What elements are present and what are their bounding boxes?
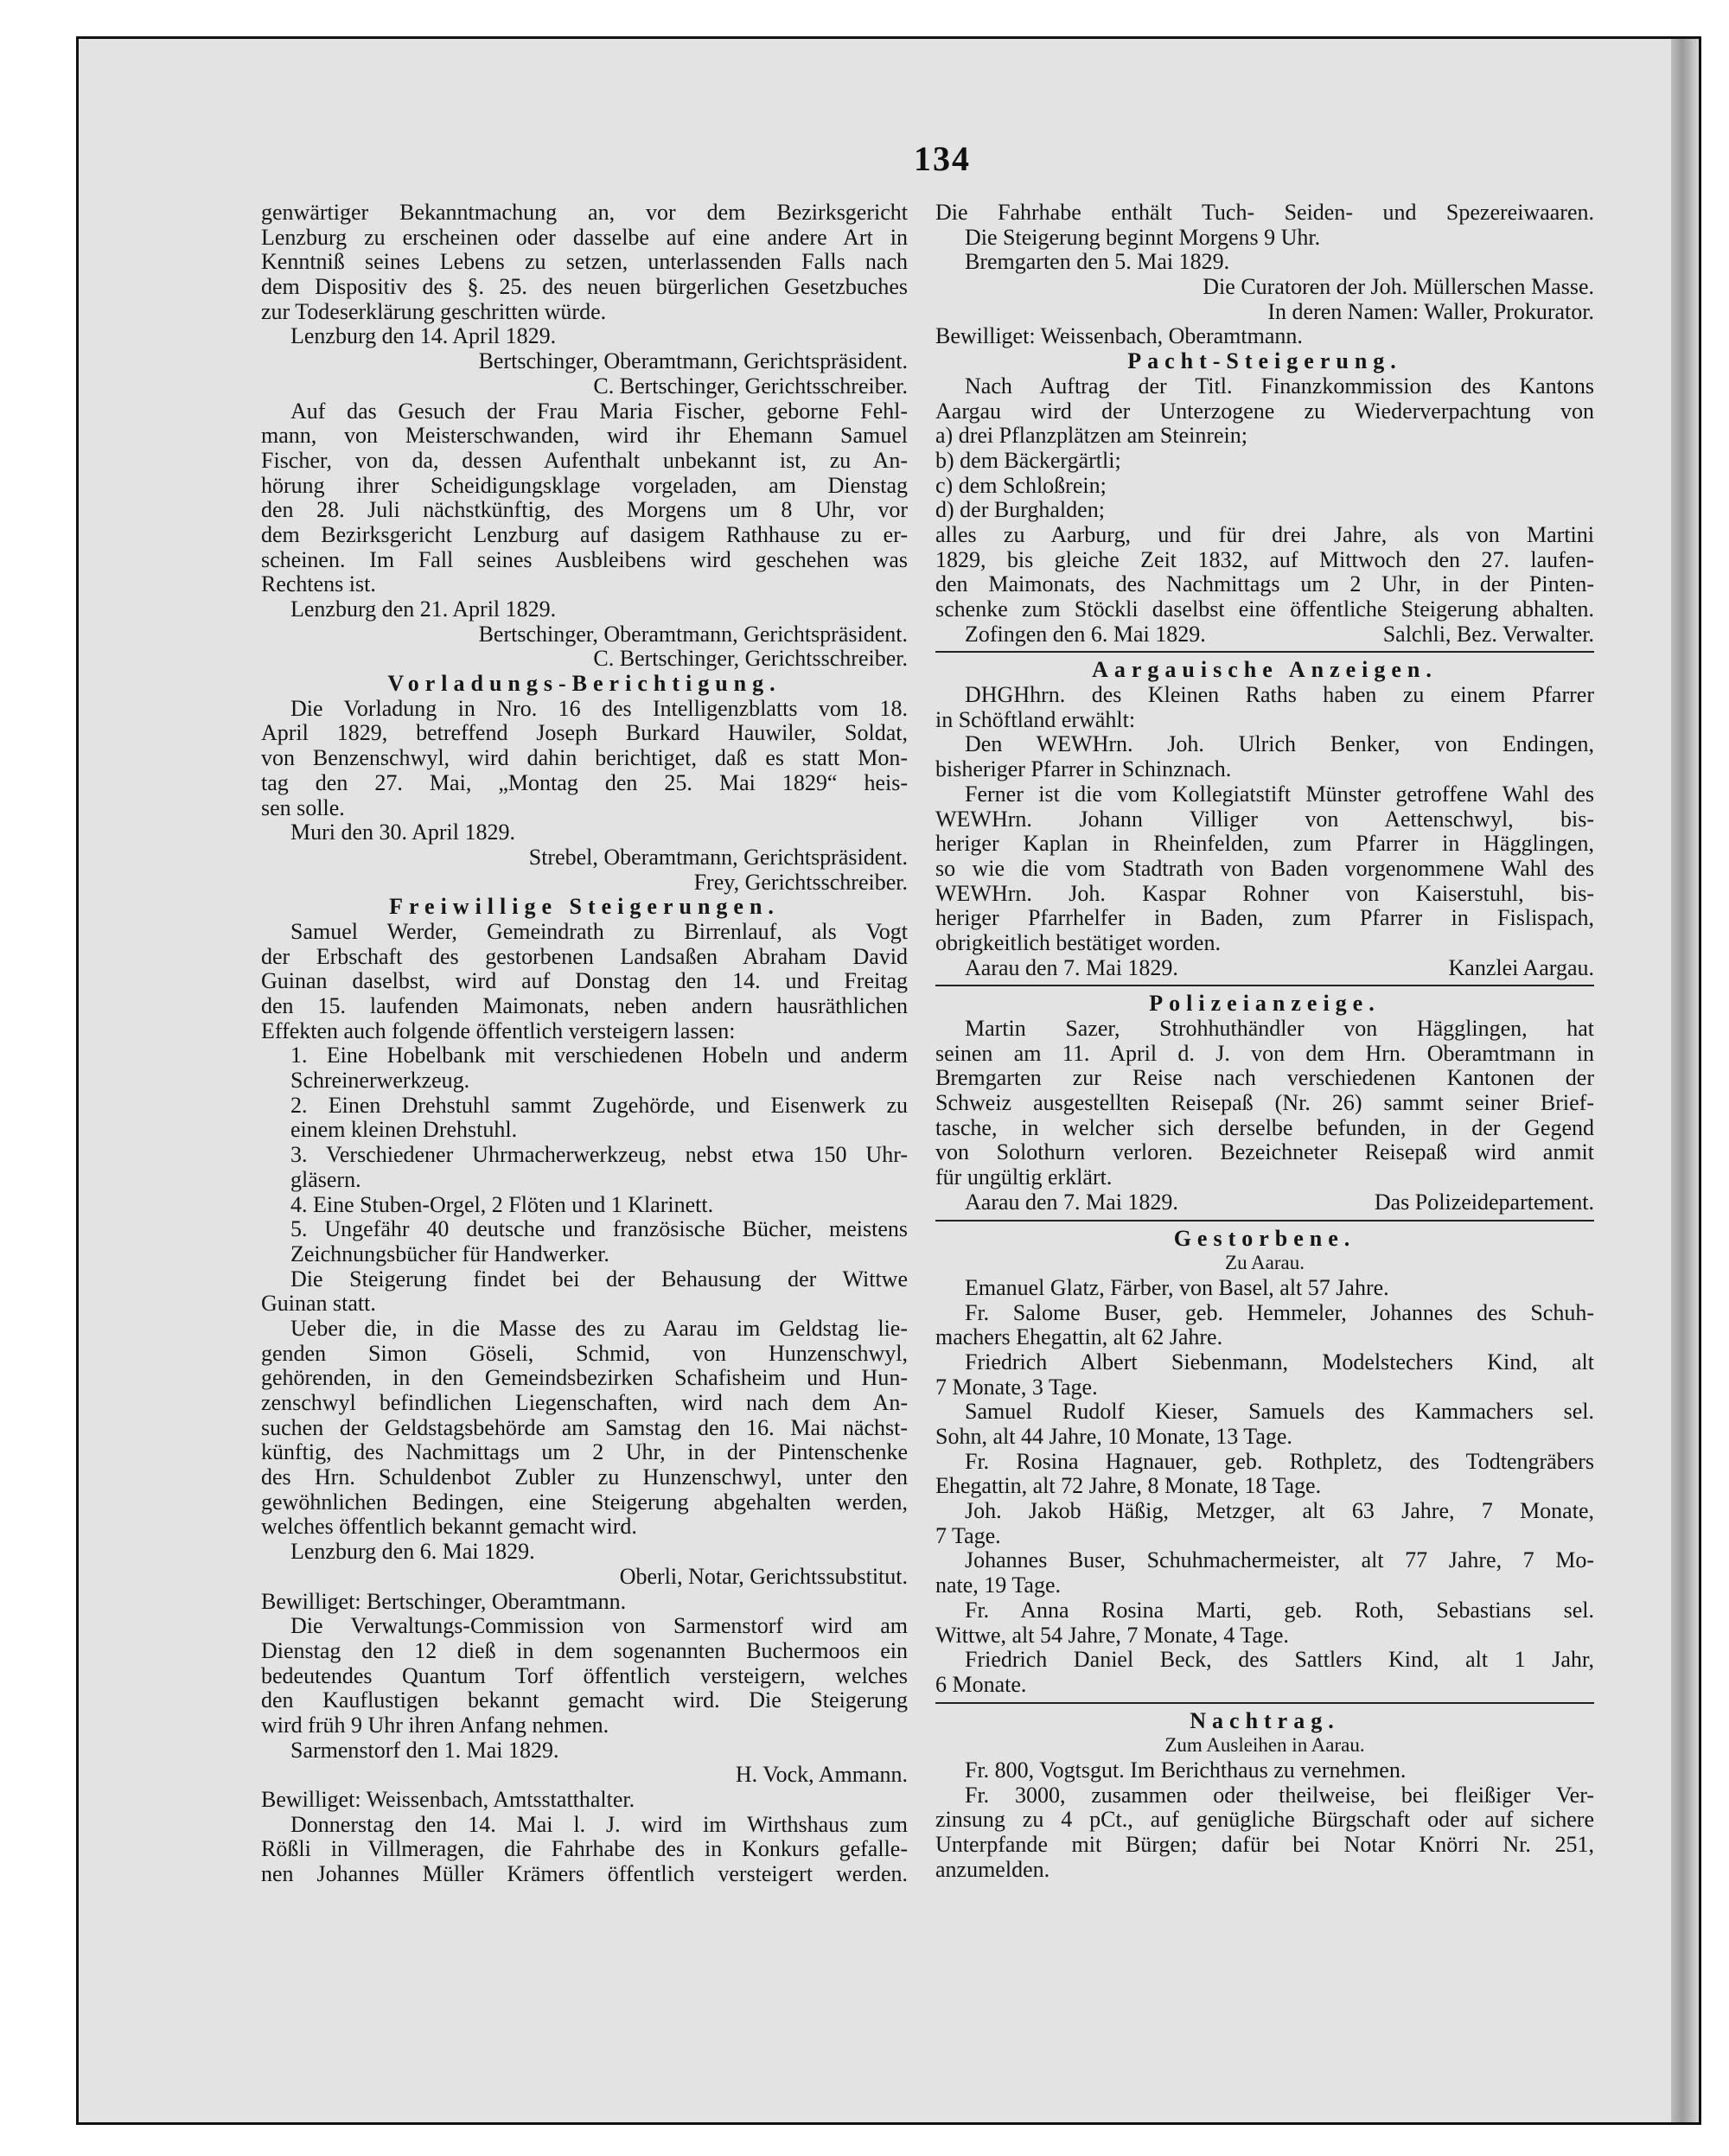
signature-line: Strebel, Oberamtmann, Gerichtspräsident. bbox=[528, 844, 908, 870]
text-line: Fr. 3000, zusammen oder theilweise, bei fleißiger Ver- bbox=[965, 1783, 1594, 1808]
text-line: Aargau wird der Unterzogene zu Wiederverpachtung von bbox=[935, 399, 1594, 424]
signature-line: H. Vock, Ammann. bbox=[735, 1762, 908, 1788]
section-subheading: Zu Aarau. bbox=[1225, 1252, 1305, 1274]
text-line: Die Verwaltungs-Commission von Sarmenstorf wird am bbox=[290, 1614, 908, 1639]
text-line: Zeichnungsbücher für Handwerker. bbox=[290, 1241, 609, 1266]
text-line: obrigkeitlich bestätiget worden. bbox=[935, 929, 1221, 955]
text-line: Joh. Jakob Häßig, Metzger, alt 63 Jahre, 7 Monate, bbox=[965, 1499, 1594, 1524]
section-subheading: Zum Ausleihen in Aarau. bbox=[1164, 1734, 1365, 1757]
text-line: Donnerstag den 14. Mai l. J. wird im Wirthshaus zum bbox=[290, 1812, 908, 1837]
text-line: den 15. laufenden Maimonats, neben andern hausräthlichen bbox=[261, 994, 908, 1018]
text-line: Bremgarten den 5. Mai 1829. bbox=[965, 249, 1230, 275]
text-line: Ferner ist die vom Kollegiatstift Münster getroffene Wahl des bbox=[965, 781, 1594, 807]
section-divider bbox=[935, 1702, 1594, 1704]
text-line: Emanuel Glatz, Färber, von Basel, alt 57 Jahre. bbox=[965, 1274, 1389, 1300]
text-line: dem Dispositiv des §. 25. des neuen bürgerlichen Gesetzbuches bbox=[261, 275, 908, 300]
text-line: für ungültig erklärt. bbox=[935, 1164, 1113, 1190]
section-divider bbox=[935, 1220, 1594, 1222]
text-line: c) dem Schloßrein; bbox=[935, 472, 1107, 498]
text-line: Johannes Buser, Schuhmachermeister, alt 77 Jahre, 7 Mo- bbox=[965, 1548, 1594, 1573]
text-line: Fr. 800, Vogtsgut. Im Berichthaus zu vernehmen. bbox=[965, 1757, 1407, 1783]
text-line: in Schöftland erwählt: bbox=[935, 706, 1136, 732]
section-heading: Pacht-Steigerung. bbox=[1127, 348, 1402, 374]
text-line: nen Johannes Müller Krämers öffentlich versteigert werden. bbox=[261, 1862, 908, 1887]
signature-line: Die Curatoren der Joh. Müllerschen Masse. bbox=[1203, 274, 1594, 300]
section-heading: Gestorbene. bbox=[1173, 1225, 1356, 1251]
text-line: gewöhnlichen Bedingen, eine Steigerung abgehalten werden, bbox=[261, 1489, 908, 1515]
text-line: Martin Sazer, Strohhuthändler von Hägglingen, hat bbox=[965, 1017, 1594, 1041]
text-line: Ueber die, in die Masse des zu Aarau im Geldstag lie- bbox=[290, 1316, 908, 1341]
text-line: 7 Tage. bbox=[935, 1522, 1001, 1548]
section-heading: Aargauische Anzeigen. bbox=[1092, 657, 1438, 683]
text-line: suchen der Geldstagsbehörde am Samstag den 16. Mai nächst- bbox=[261, 1415, 908, 1440]
section-heading: Vorladungs-Berichtigung. bbox=[387, 671, 782, 697]
section-heading: Nachtrag. bbox=[1190, 1707, 1340, 1733]
section-heading: Polizeianzeige. bbox=[1149, 991, 1381, 1017]
text-line: genwärtiger Bekanntmachung an, vor dem Bezirksgericht bbox=[261, 201, 908, 225]
date-signature-line bbox=[935, 622, 1594, 647]
section-heading: Freiwillige Steigerungen. bbox=[389, 894, 780, 920]
text-line: Nach Auftrag der Titl. Finanzkommission des Kantons bbox=[965, 373, 1594, 399]
text-line: Lenzburg zu erscheinen oder dasselbe auf eine andere Art in bbox=[261, 225, 908, 250]
text-line: heriger Pfarrhelfer in Baden, zum Pfarrer in Fislispach, bbox=[935, 906, 1594, 931]
text-line: Lenzburg den 21. April 1829. bbox=[290, 596, 557, 622]
signature-line: Oberli, Notar, Gerichtssubstitut. bbox=[619, 1563, 908, 1589]
text-line: Samuel Rudolf Kieser, Samuels des Kammachers sel. bbox=[965, 1400, 1594, 1425]
text-line: d) der Burghalden; bbox=[935, 497, 1105, 523]
text-line: mann, von Meisterschwanden, wird ihr Ehemann Samuel bbox=[261, 424, 908, 449]
text-line: Samuel Werder, Gemeindrath zu Birrenlauf, als Vogt bbox=[290, 919, 908, 944]
text-line: Guinan daselbst, wird auf Donstag den 14. und Freitag bbox=[261, 969, 908, 994]
text-line: b) dem Bäckergärtli; bbox=[935, 447, 1121, 473]
date-signature-line bbox=[935, 1190, 1594, 1215]
text-line: Den WEWHrn. Joh. Ulrich Benker, von Endingen, bbox=[965, 732, 1594, 757]
text-line: April 1829, betreffend Joseph Burkard Hauwiler, Soldat, bbox=[261, 721, 908, 746]
text-line: Rechtens ist. bbox=[261, 571, 376, 597]
page-number: 134 bbox=[914, 139, 971, 178]
text-line: Fischer, von da, dessen Aufenthalt unbekannt ist, zu An- bbox=[261, 448, 908, 473]
text-line: tag den 27. Mai, „Montag den 25. Mai 1829“ heis- bbox=[261, 770, 908, 795]
text-line: Lenzburg den 14. April 1829. bbox=[290, 323, 557, 349]
text-line: Friedrich Albert Siebenmann, Modelstechers Kind, alt bbox=[965, 1349, 1594, 1375]
text-line: scheinen. Im Fall seines Ausbleibens wird geschehen was bbox=[261, 547, 908, 572]
text-line: den Kauflustigen bekannt gemacht wird. Die Steigerung bbox=[261, 1688, 908, 1713]
text-line: zinsung zu 4 pCt., auf genügliche Bürgschaft oder auf sichere bbox=[935, 1808, 1594, 1833]
text-line: anzumelden. bbox=[935, 1856, 1050, 1882]
text-line: 3. Verschiedener Uhrmacherwerkzeug, nebst etwa 150 Uhr- bbox=[290, 1143, 908, 1168]
text-line: Bewilliget: Bertschinger, Oberamtmann. bbox=[261, 1588, 627, 1614]
text-line: von Benzenschwyl, wird dahin berichtiget, daß es statt Mon- bbox=[261, 746, 908, 771]
text-line: 4. Eine Stuben-Orgel, 2 Flöten und 1 Klarinett. bbox=[290, 1191, 714, 1217]
text-line: Die Steigerung findet bei der Behausung der Wittwe bbox=[290, 1266, 908, 1292]
text-line: Sohn, alt 44 Jahre, 10 Monate, 13 Tage. bbox=[935, 1424, 1292, 1449]
text-line: 6 Monate. bbox=[935, 1671, 1027, 1697]
text-line: von Solothurn verloren. Bezeichneter Reisepaß wird anmit bbox=[935, 1140, 1594, 1165]
text-line: sen solle. bbox=[261, 794, 345, 820]
text-line: Rößli in Villmeragen, die Fahrhabe des in Konkurs gefalle- bbox=[261, 1837, 908, 1862]
text-line: 1829, bis gleiche Zeit 1832, auf Mittwoch den 27. laufen- bbox=[935, 547, 1594, 572]
text-line: Fr. Rosina Hagnauer, geb. Rothpletz, des Todtengräbers bbox=[965, 1449, 1594, 1474]
text-line: Die Fahrhabe enthält Tuch- Seiden- und Spezereiwaaren. bbox=[935, 201, 1594, 225]
section-divider bbox=[935, 651, 1594, 653]
text-line: seinen am 11. April d. J. von dem Hrn. Oberamtmann in bbox=[935, 1041, 1594, 1066]
text-line: genden Simon Göseli, Schmid, von Hunzenschwyl, bbox=[261, 1341, 908, 1366]
text-line: der Erbschaft des gestorbenen Landsaßen Abraham David bbox=[261, 944, 908, 969]
text-line: Kenntniß seines Lebens zu setzen, unterlassenden Falls nach bbox=[261, 250, 908, 275]
text-line: Lenzburg den 6. Mai 1829. bbox=[290, 1539, 535, 1565]
text-line: wird früh 9 Uhr ihren Anfang nehmen. bbox=[261, 1712, 609, 1738]
text-line: Guinan statt. bbox=[261, 1291, 376, 1317]
text-line: Friedrich Daniel Beck, des Sattlers Kind, alt 1 Jahr, bbox=[965, 1648, 1594, 1673]
text-line: schenke zum Stöckli daselbst eine öffentliche Steigerung abhalten. bbox=[935, 597, 1594, 622]
signature-line: In deren Namen: Waller, Prokurator. bbox=[1267, 298, 1594, 324]
text-line: künftig, des Nachmittags um 2 Uhr, in der Pintenschenke bbox=[261, 1440, 908, 1465]
date-signature-line bbox=[935, 956, 1594, 981]
text-line: Sarmenstorf den 1. Mai 1829. bbox=[290, 1737, 559, 1763]
text-line: WEWHrn. Johann Villiger von Aettenschwyl, bis- bbox=[935, 807, 1594, 832]
dateline: Zofingen den 6. Mai 1829. bbox=[965, 621, 1206, 647]
text-line: Fr. Salome Buser, geb. Hemmeler, Johannes des Schuh- bbox=[965, 1300, 1594, 1325]
text-line: hörung ihrer Scheidigungsklage vorgeladen, am Dienstag bbox=[261, 473, 908, 498]
text-line: des Hrn. Schuldenbot Zubler zu Hunzenschwyl, unter den bbox=[261, 1465, 908, 1490]
text-line: zenschwyl befindlichen Liegenschaften, wird nach dem An- bbox=[261, 1391, 908, 1415]
signature-line: Bertschinger, Oberamtmann, Gerichtspräsident. bbox=[478, 621, 908, 647]
text-line: nate, 19 Tage. bbox=[935, 1572, 1061, 1598]
signature-line: Frey, Gerichtsschreiber. bbox=[693, 869, 908, 895]
text-line: Unterpfande mit Bürgen; dafür bei Notar Knörri Nr. 251, bbox=[935, 1833, 1594, 1857]
text-line: 1. Eine Hobelbank mit verschiedenen Hobeln und anderm bbox=[290, 1043, 908, 1068]
signature-line: C. Bertschinger, Gerichtsschreiber. bbox=[593, 373, 908, 399]
text-line: welches öffentlich bekannt gemacht wird. bbox=[261, 1514, 637, 1540]
text-line: Wittwe, alt 54 Jahre, 7 Monate, 4 Tage. bbox=[935, 1622, 1289, 1648]
text-line: heriger Kaplan in Rheinfelden, zum Pfarrer in Hägglingen, bbox=[935, 832, 1594, 857]
text-line: so wie die vom Stadtrath von Baden vorgenommene Wahl des bbox=[935, 856, 1594, 881]
signature: Kanzlei Aargau. bbox=[1448, 954, 1594, 980]
text-line: gläsern. bbox=[290, 1166, 361, 1192]
text-line: einem kleinen Drehstuhl. bbox=[290, 1117, 518, 1143]
text-line: den Maimonats, des Nachmittags um 2 Uhr, in der Pinten- bbox=[935, 572, 1594, 597]
right-column bbox=[935, 201, 1594, 1882]
left-column bbox=[261, 201, 908, 1887]
text-line: 5. Ungefähr 40 deutsche und französische Bücher, meistens bbox=[290, 1217, 908, 1242]
text-line: dem Bezirksgericht Lenzburg auf dasigem Rathhause zu er- bbox=[261, 522, 908, 547]
text-line: Die Vorladung in Nro. 16 des Intelligenzblatts vom 18. bbox=[290, 696, 908, 721]
text-line: machers Ehegattin, alt 62 Jahre. bbox=[935, 1324, 1223, 1350]
signature: Das Polizeidepartement. bbox=[1374, 1189, 1594, 1215]
text-line: gehörenden, in den Gemeindsbezirken Schafisheim und Hun- bbox=[261, 1366, 908, 1391]
text-line: 7 Monate, 3 Tage. bbox=[935, 1374, 1098, 1400]
dateline: Aarau den 7. Mai 1829. bbox=[965, 1189, 1178, 1215]
signature-line: C. Bertschinger, Gerichtsschreiber. bbox=[593, 646, 908, 672]
text-line: den 28. Juli nächstkünftig, des Morgens um 8 Uhr, vor bbox=[261, 498, 908, 523]
text-line: WEWHrn. Joh. Kaspar Rohner von Kaiserstuhl, bis- bbox=[935, 881, 1594, 906]
text-line: Schweiz ausgestellten Reisepaß (Nr. 26) sammt seiner Brief- bbox=[935, 1091, 1594, 1116]
section-divider bbox=[935, 985, 1594, 986]
text-line: Auf das Gesuch der Frau Maria Fischer, geborne Fehl- bbox=[290, 399, 908, 424]
signature: Salchli, Bez. Verwalter. bbox=[1382, 621, 1594, 647]
text-line: a) drei Pflanzplätzen am Steinrein; bbox=[935, 423, 1247, 449]
text-line: Die Steigerung beginnt Morgens 9 Uhr. bbox=[965, 224, 1321, 250]
text-line: DHGHhrn. des Kleinen Raths haben zu einem Pfarrer bbox=[965, 683, 1594, 708]
text-line: Dienstag den 12 dieß in dem sogenannten Buchermoos ein bbox=[261, 1638, 908, 1663]
text-line: zur Todeserklärung geschritten würde. bbox=[261, 298, 607, 324]
text-line: Bremgarten zur Reise nach verschiedenen Kantonen der bbox=[935, 1066, 1594, 1091]
dateline: Aarau den 7. Mai 1829. bbox=[965, 954, 1178, 980]
text-line: Fr. Anna Rosina Marti, geb. Roth, Sebastians sel. bbox=[965, 1598, 1594, 1623]
text-line: Effekten auch folgende öffentlich versteigern lassen: bbox=[261, 1017, 736, 1043]
text-line: Ehegattin, alt 72 Jahre, 8 Monate, 18 Tage. bbox=[935, 1473, 1322, 1499]
text-line: bisheriger Pfarrer in Schinznach. bbox=[935, 756, 1232, 782]
text-line: tasche, in welcher sich derselbe befunden, in der Gegend bbox=[935, 1115, 1594, 1140]
text-line: bedeutendes Quantum Torf öffentlich versteigern, welches bbox=[261, 1663, 908, 1688]
text-line: 2. Einen Drehstuhl sammt Zugehörde, und Eisenwerk zu bbox=[290, 1093, 908, 1118]
text-line: Schreinerwerkzeug. bbox=[290, 1068, 470, 1094]
text-line: Bewilliget: Weissenbach, Amtsstatthalter. bbox=[261, 1787, 635, 1812]
text-line: Bewilliget: Weissenbach, Oberamtmann. bbox=[935, 323, 1303, 349]
signature-line: Bertschinger, Oberamtmann, Gerichtspräsident. bbox=[478, 348, 908, 374]
page-edge bbox=[1671, 39, 1699, 2122]
text-line: Muri den 30. April 1829. bbox=[290, 820, 515, 845]
text-line: alles zu Aarburg, und für drei Jahre, als von Martini bbox=[935, 522, 1594, 547]
